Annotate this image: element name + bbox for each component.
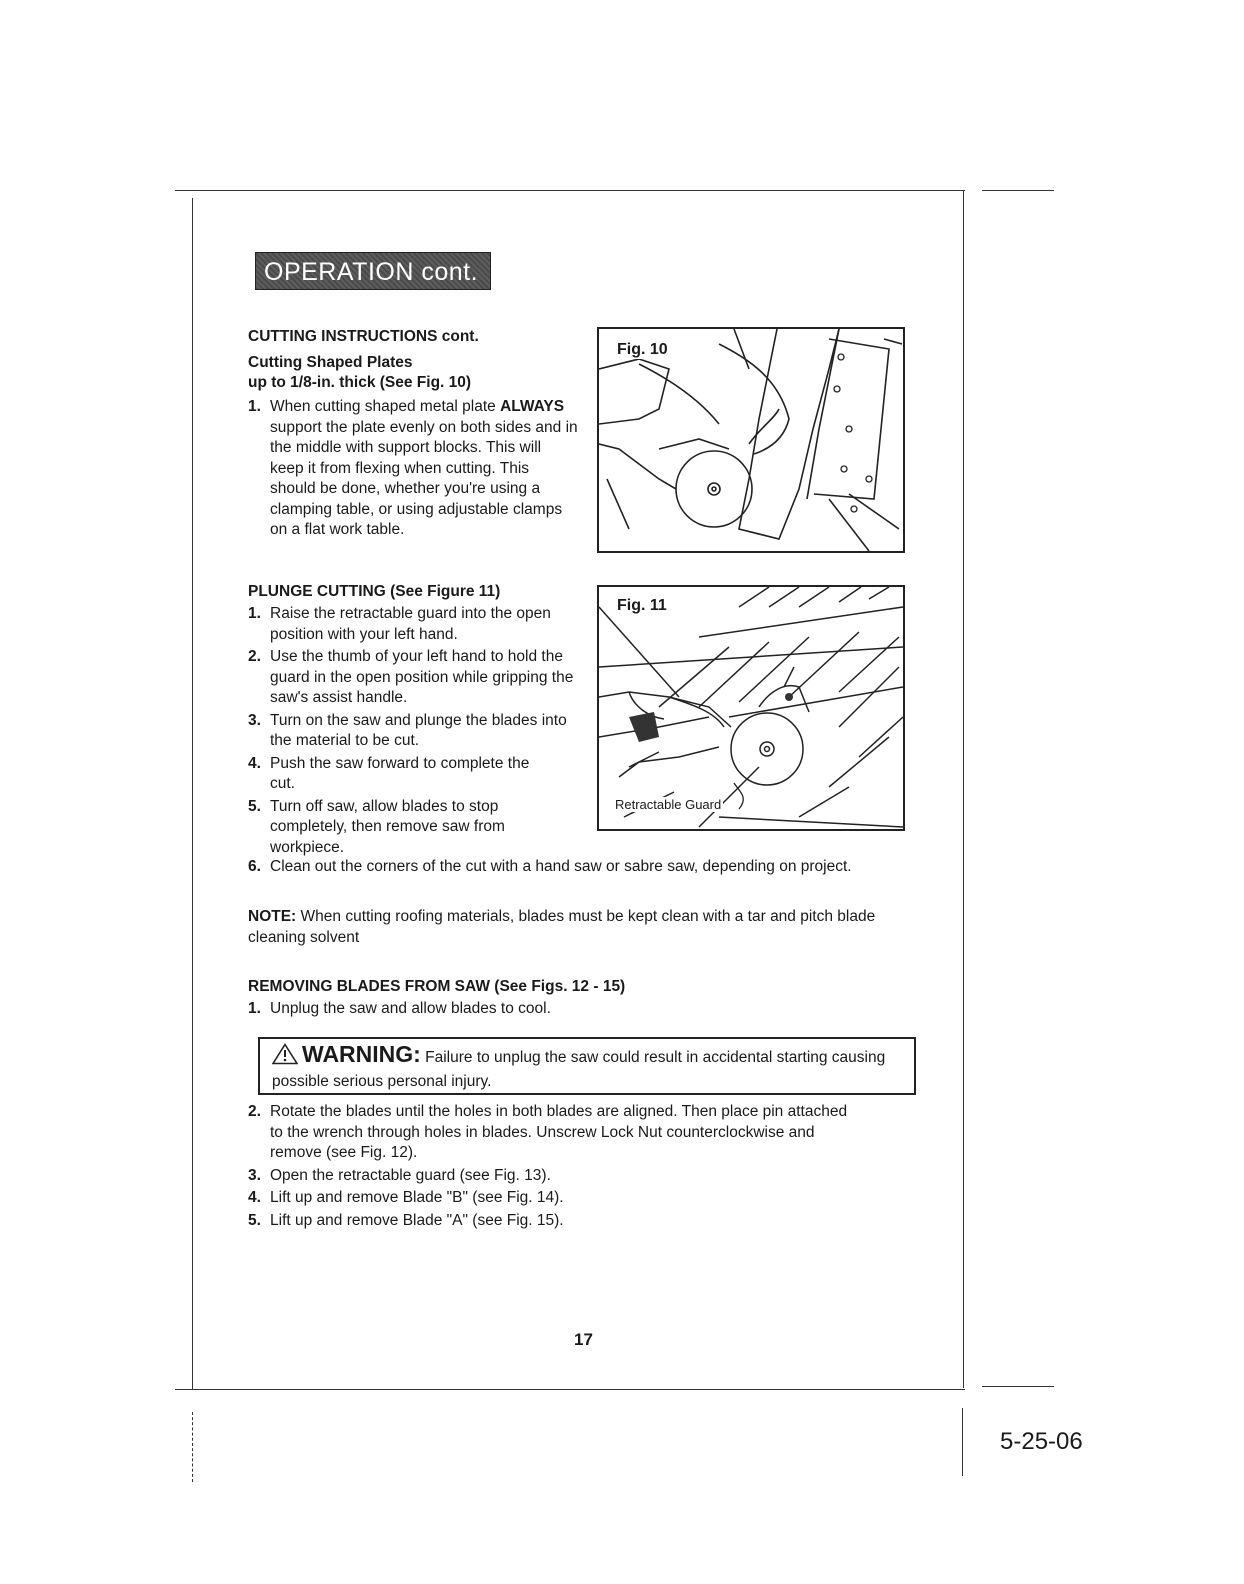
list-item-text: Use the thumb of your left hand to hold the guard in the open position while gripping the saw's assist handle. xyxy=(270,648,574,706)
list-item-text: Push the saw forward to complete the cut. xyxy=(270,754,530,792)
list-item-number: 5. xyxy=(248,1211,261,1229)
list-item-text: Rotate the blades until the holes in both blades are aligned. Then place pin attached to the wrench through holes in blades. Unscrew Lock Nut counterclockwise and remove (see Fig. 12). xyxy=(270,1103,848,1161)
list-item xyxy=(248,1102,858,1164)
revision-date: 5-25-06 xyxy=(1000,1428,1083,1455)
list-item xyxy=(248,1166,858,1187)
plunge-cutting-list-continued xyxy=(248,857,858,878)
list-item-text: Turn on the saw and plunge the blades into the material to be cut. xyxy=(270,711,567,749)
frame-right-line xyxy=(963,190,964,1388)
figure-11-label: Fig. 11 xyxy=(617,597,667,614)
list-item xyxy=(248,1211,858,1232)
warning-title: WARNING: xyxy=(302,1041,421,1067)
removing-blades-list-start xyxy=(248,999,848,1020)
note-text: When cutting roofing materials, blades must be kept clean with a tar and pitch blade cleaning solvent xyxy=(248,908,876,946)
frame-bottom-right-line xyxy=(982,1386,1054,1387)
figure-10-label: Fig. 10 xyxy=(617,341,668,358)
list-item xyxy=(248,797,570,859)
figure-11 xyxy=(597,585,905,831)
warning-box xyxy=(258,1037,916,1095)
list-item-lead: When cutting shaped metal plate xyxy=(270,398,496,415)
list-item-text: Unplug the saw and allow blades to cool. xyxy=(270,1000,551,1017)
list-item-text: Open the retractable guard (see Fig. 13). xyxy=(270,1166,551,1184)
list-item-text: Turn off saw, allow blades to stop completely, then remove saw from workpiece. xyxy=(270,797,505,856)
frame-top-right-line xyxy=(982,190,1054,191)
list-item-number: 2. xyxy=(248,1103,261,1120)
list-item-text: Clean out the corners of the cut with a hand saw or sabre saw, depending on project. xyxy=(270,858,852,875)
crop-mark-left xyxy=(192,1412,193,1482)
list-item-number: 1. xyxy=(248,605,261,622)
list-item-text: Lift up and remove Blade "A" (see Fig. 15). xyxy=(270,1211,564,1229)
frame-bottom-line xyxy=(175,1389,965,1390)
plunge-cutting-heading: PLUNGE CUTTING (See Figure 11) xyxy=(248,583,501,600)
section-header-banner: OPERATION cont. xyxy=(255,252,491,290)
removing-blades-list xyxy=(248,1102,858,1233)
list-item-number: 5. xyxy=(248,797,261,815)
list-item xyxy=(248,397,578,541)
list-item xyxy=(248,1188,858,1209)
list-item-text: support the plate evenly on both sides and in the middle with support blocks. This will keep it from flexing when cutting. This should be done, whether you're using a clamping table, or using adjustable clamps on a flat work table. xyxy=(270,418,578,538)
list-item xyxy=(248,647,578,709)
list-item-number: 6. xyxy=(248,858,261,875)
plunge-cutting-list xyxy=(248,604,578,860)
warning-triangle-icon xyxy=(272,1043,298,1072)
note-label: NOTE: xyxy=(248,908,297,925)
figure-10-drawing xyxy=(599,329,903,551)
list-item-number: 2. xyxy=(248,648,261,665)
list-item-text: Lift up and remove Blade "B" (see Fig. 14). xyxy=(270,1189,564,1206)
list-item xyxy=(248,999,848,1020)
list-item xyxy=(248,604,578,645)
figure-11-drawing xyxy=(599,587,903,829)
list-item-number: 4. xyxy=(248,754,261,772)
list-item xyxy=(248,857,858,878)
list-item-number: 3. xyxy=(248,711,261,729)
list-item xyxy=(248,754,540,795)
frame-top-line xyxy=(175,190,965,191)
list-item-emphasis: ALWAYS xyxy=(500,398,565,415)
note-paragraph xyxy=(248,907,918,948)
list-item-number: 4. xyxy=(248,1189,261,1206)
list-item xyxy=(248,711,578,752)
cutting-instructions-heading: CUTTING INSTRUCTIONS cont. xyxy=(248,328,479,345)
warning-text: Failure to unplug the saw could result in accidental starting causing possible serious personal injury. xyxy=(272,1049,886,1090)
figure-10 xyxy=(597,327,905,553)
frame-left-line xyxy=(192,198,193,1390)
cutting-plates-subheading: Cutting Shaped Plates xyxy=(248,354,413,371)
list-item-text: Raise the retractable guard into the open position with your left hand. xyxy=(270,605,551,643)
removing-blades-heading: REMOVING BLADES FROM SAW (See Figs. 12 - 15) xyxy=(248,978,626,995)
list-item-number: 1. xyxy=(248,1000,261,1017)
list-item-number: 3. xyxy=(248,1166,261,1184)
cutting-plates-list xyxy=(248,397,578,541)
list-item-number: 1. xyxy=(248,398,261,415)
retractable-guard-callout: Retractable Guard xyxy=(615,797,722,812)
cutting-plates-subheading-2: up to 1/8-in. thick (See Fig. 10) xyxy=(248,374,472,391)
crop-mark-right xyxy=(962,1408,963,1476)
page-number: 17 xyxy=(574,1330,593,1349)
